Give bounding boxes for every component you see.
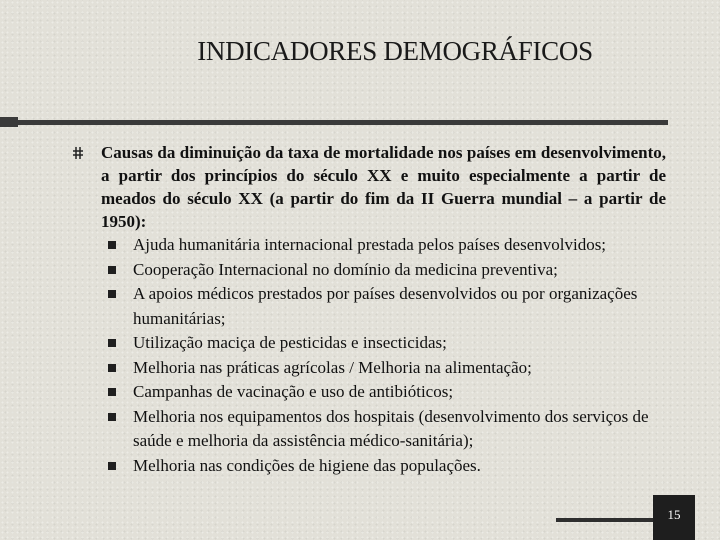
list-item-text: Melhoria nos equipamentos dos hospitais (desenvolvimento dos serviços de saúde e melhoria da assistência médico-sanitária); <box>133 406 649 450</box>
list-item-text: Melhoria nas condições de higiene das populações. <box>133 455 481 475</box>
square-bullet-icon <box>108 462 116 470</box>
list-item <box>108 331 668 356</box>
slide-title: INDICADORES DEMOGRÁFICOS <box>197 36 593 66</box>
square-bullet-icon <box>108 364 116 372</box>
square-bullet-icon <box>108 266 116 274</box>
list-item-text: Melhoria nas práticas agrícolas / Melhoria na alimentação; <box>133 357 532 377</box>
list-item <box>108 380 668 405</box>
list-item <box>108 233 668 258</box>
list-item-text: Cooperação Internacional no domínio da medicina preventiva; <box>133 259 558 279</box>
square-bullet-icon <box>108 241 116 249</box>
square-bullet-icon <box>108 413 116 421</box>
list-item-text: Utilização maciça de pesticidas e insecticidas; <box>133 333 447 352</box>
square-bullet-icon <box>108 290 116 298</box>
list-item <box>108 454 668 479</box>
title-rule <box>0 120 668 125</box>
list-item <box>108 282 668 331</box>
list-item <box>108 405 668 454</box>
square-bullet-icon <box>108 339 116 347</box>
page-number: 15 <box>653 495 695 540</box>
sub-bullet-list <box>108 233 668 478</box>
square-bullet-icon <box>108 388 116 396</box>
list-item-text: Ajuda humanitária internacional prestada pelos países desenvolvidos; <box>133 235 607 254</box>
list-item <box>108 356 668 381</box>
list-item-text: Campanhas de vacinação e uso de antibióticos; <box>133 382 454 401</box>
main-point-text: Causas da diminuição da taxa de mortalidade nos países em desenvolvimento, a partir dos princípios do século XX e muito especialmente a partir de meados do século XX (a partir do fim da II Guerra mundial – a partir de 1950): <box>101 143 666 231</box>
list-item-text: A apoios médicos prestados por países desenvolvidos ou por organizações humanitárias; <box>133 284 638 328</box>
footer-rule <box>556 518 653 522</box>
hash-bullet-icon <box>72 146 84 160</box>
list-item <box>108 258 668 283</box>
